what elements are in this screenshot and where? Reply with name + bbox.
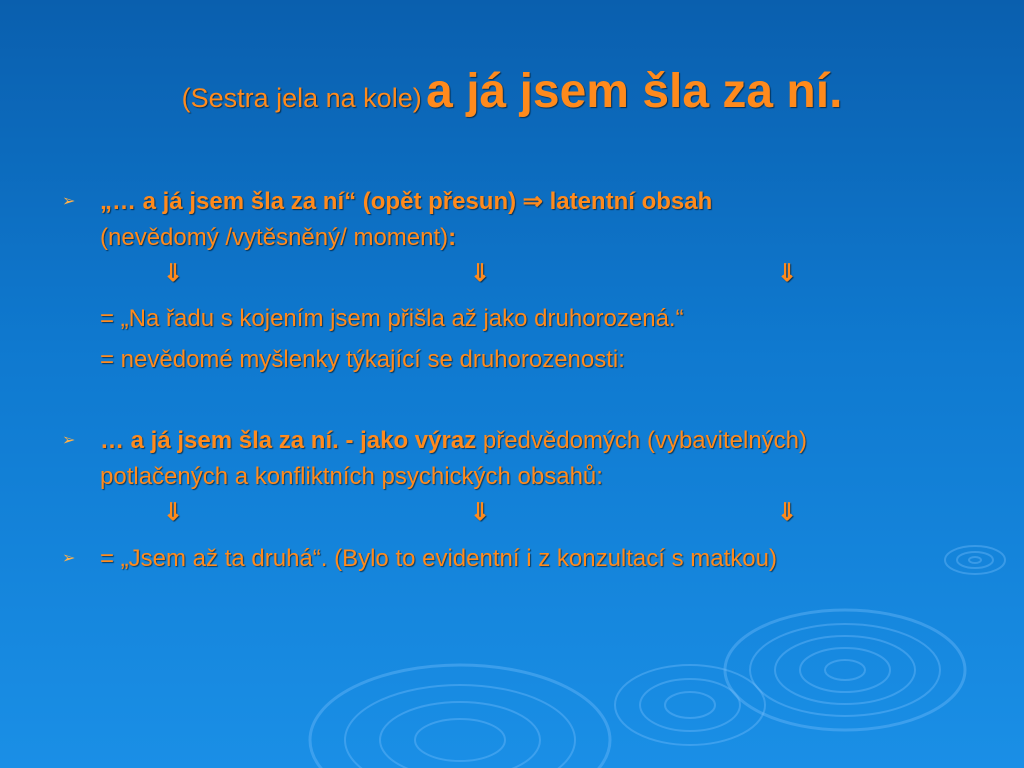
bullet-icon: ➢ bbox=[62, 432, 76, 449]
bullet-2-normal: předvědomých (vybavitelných) bbox=[482, 427, 807, 454]
bullet-icon: ➢ bbox=[62, 193, 76, 210]
down-arrow-icon: ⇓ bbox=[470, 499, 491, 526]
down-arrow-icon: ⇓ bbox=[777, 260, 798, 287]
bullet-icon: ➢ bbox=[62, 550, 76, 567]
equation-line-1: = „Na řadu s kojením jsem přišla až jako druhorozená.“ bbox=[100, 305, 684, 332]
bullet-1-bold-2: latentní obsah bbox=[549, 188, 713, 215]
title-big: a já jsem šla za ní. bbox=[426, 65, 843, 118]
bullet-1-normal: (nevědomý /vytěsněný/ moment) bbox=[100, 224, 449, 251]
bullet-1-colon: : bbox=[448, 224, 457, 251]
bullet-1-bold: „… a já jsem šla za ní“ (opět přesun) bbox=[100, 188, 517, 215]
down-arrow-icon: ⇓ bbox=[163, 260, 184, 287]
down-arrow-icon: ⇓ bbox=[163, 499, 184, 526]
bullet-1-line-2 bbox=[100, 222, 456, 254]
title-small: (Sestra jela na kole) bbox=[181, 83, 422, 113]
bullet-1-line-1 bbox=[100, 186, 712, 218]
bullet-2-bold: … a já jsem šla za ní. - jako výraz bbox=[100, 427, 477, 454]
bullet-2-line-2: potlačených a konfliktních psychických obsahů: bbox=[100, 463, 603, 490]
slide-title bbox=[0, 64, 1024, 119]
bullet-3-line-1: = „Jsem až ta druhá“. (Bylo to evidentní i z konzultací s matkou) bbox=[100, 545, 777, 572]
down-arrow-icon: ⇓ bbox=[470, 260, 491, 287]
equation-line-2: = nevědomé myšlenky týkající se druhorozenosti: bbox=[100, 346, 625, 373]
implies-arrow-icon: ⇒ bbox=[522, 188, 543, 215]
down-arrow-icon: ⇓ bbox=[777, 499, 798, 526]
bullet-2-line-1 bbox=[100, 425, 807, 457]
